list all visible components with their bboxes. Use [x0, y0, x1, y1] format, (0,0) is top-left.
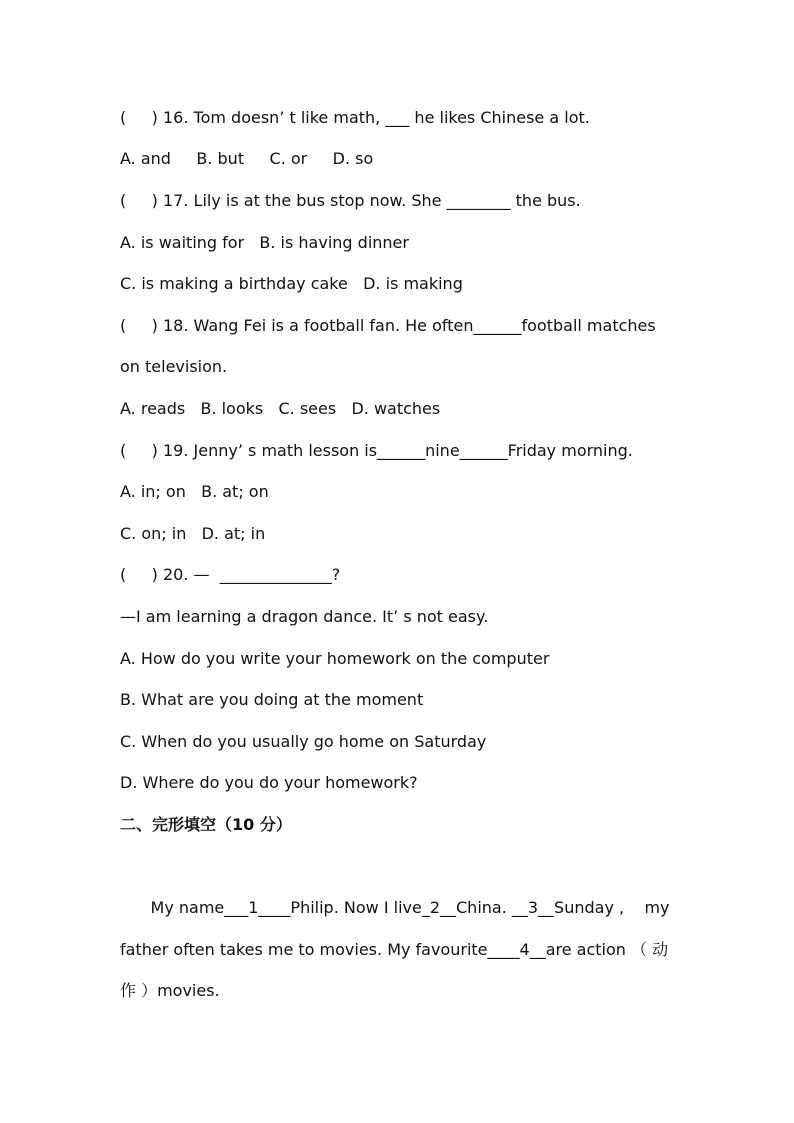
question-20-option-b: B. What are you doing at the moment — [120, 690, 424, 709]
question-18-options: A. reads B. looks C. sees D. watches — [120, 399, 441, 418]
section-heading: 二、完形填空（10 分） — [120, 815, 292, 834]
question-18-stem-continued: on television. — [120, 357, 228, 376]
question-16-options: A. and B. but C. or D. so — [120, 149, 374, 168]
question-19-options-ab: A. in; on B. at; on — [120, 482, 269, 501]
question-20-option-d: D. Where do you do your homework? — [120, 773, 418, 792]
question-17-stem: ( ) 17. Lily is at the bus stop now. She ________ the bus. — [120, 191, 581, 210]
question-20-option-a: A. How do you write your homework on the computer — [120, 649, 550, 668]
question-17-options-ab: A. is waiting for B. is having dinner — [120, 233, 409, 252]
question-19-stem: ( ) 19. Jenny’ s math lesson is______nine______Friday morning. — [120, 441, 633, 460]
question-18-stem: ( ) 18. Wang Fei is a football fan. He often______football matches — [120, 316, 656, 335]
question-20-dialog: —I am learning a dragon dance. It’ s not easy. — [120, 607, 489, 626]
question-20-option-c: C. When do you usually go home on Saturday — [120, 732, 487, 751]
question-16-stem: ( ) 16. Tom doesn’ t like math, ___ he likes Chinese a lot. — [120, 108, 590, 127]
passage-line-2: father often takes me to movies. My favourite____4__are action （ 动 — [120, 940, 669, 959]
passage-line-1: My name___1____Philip. Now I live_2__China. __3__Sunday , my — [120, 898, 670, 917]
question-20-stem: ( ) 20. — ______________? — [120, 565, 341, 584]
passage-line-3: 作 ）movies. — [120, 981, 220, 1000]
question-17-options-cd: C. is making a birthday cake D. is making — [120, 274, 463, 293]
question-19-options-cd: C. on; in D. at; in — [120, 524, 266, 543]
